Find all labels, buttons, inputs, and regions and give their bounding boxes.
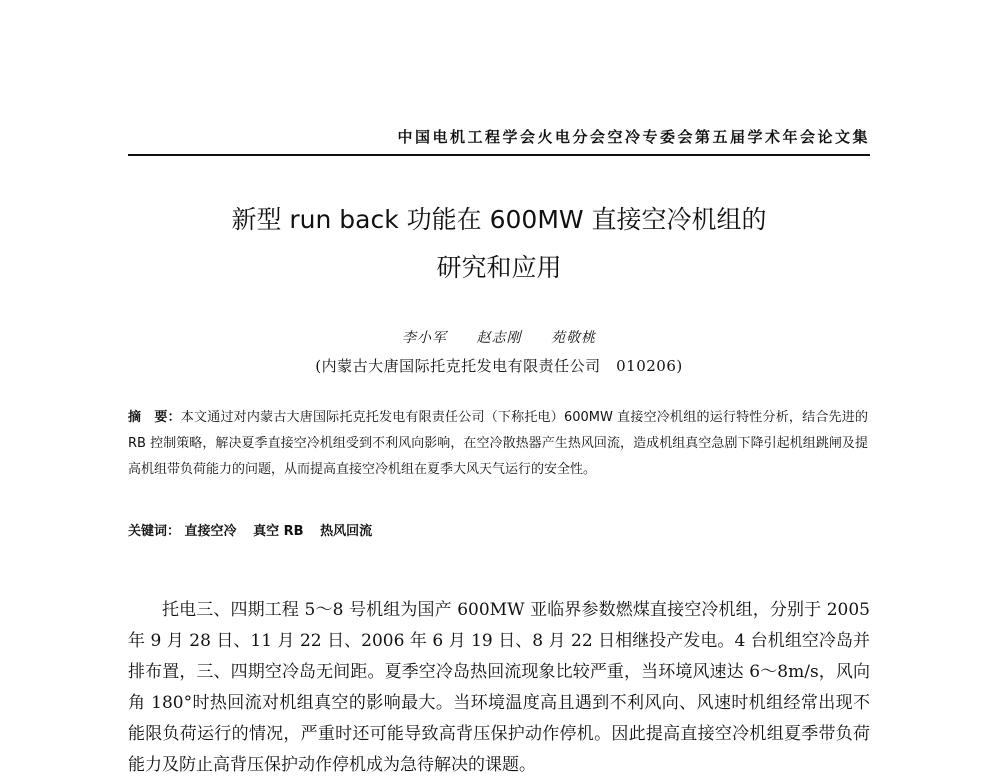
running-header: 中国电机工程学会火电分会空冷专委会第五届学术年会论文集 bbox=[397, 128, 870, 146]
affiliation: (内蒙古大唐国际托克托发电有限责任公司 010206) bbox=[315, 357, 683, 375]
keywords bbox=[128, 520, 868, 539]
keyword: 真空 RB bbox=[253, 524, 304, 539]
author: 苑敬桃 bbox=[550, 330, 596, 346]
header-rule bbox=[128, 154, 870, 156]
keyword: 热风回流 bbox=[320, 524, 373, 539]
keyword: 直接空冷 bbox=[184, 524, 237, 539]
author-list bbox=[128, 327, 870, 347]
keywords-label: 关键词： bbox=[128, 524, 181, 539]
author: 李小军 bbox=[402, 330, 448, 346]
author: 赵志刚 bbox=[476, 330, 522, 346]
paper-title bbox=[128, 196, 870, 292]
abstract-text: 本文通过对内蒙古大唐国际托克托发电有限责任公司（下称托电）600MW 直接空冷机组的运行特性分析，结合先进的 RB 控制策略，解决夏季直接空冷机组受到不利风向影响，在空冷散热器产生热风回流，造成机组真空急剧下降引起机组跳闸及提高机组带负荷能力的问题，从而提高直接空冷机组在夏季大风天气运行的安全性。 bbox=[128, 410, 868, 477]
abstract bbox=[128, 405, 868, 483]
paper-title-line-1: 新型 run back 功能在 600MW 直接空冷机组的 bbox=[231, 205, 767, 234]
body-paragraph: 托电三、四期工程 5～8 号机组为国产 600MW 亚临界参数燃煤直接空冷机组，分别于 2005 年 9 月 28 日、11 月 22 日、2006 年 6 月 19 日、8 月 22 日相继投产发电。4 台机组空冷岛并排布置，三、四期空冷岛无间距。夏季空冷岛热回流现象比较严重，当环境风速达 6～8m/s，风向角 180°时热回流对机组真空的影响最大。当环境温度高且遇到不利风向、风速时机组经常出现不能限负荷运行的情况，严重时还可能导致高背压保护动作停机。因此提高直接空冷机组夏季带负荷能力及防止高背压保护动作停机成为急待解决的课题。 bbox=[128, 600, 870, 775]
abstract-label: 摘 要： bbox=[128, 410, 181, 425]
paper-title-line-2: 研究和应用 bbox=[436, 253, 562, 282]
